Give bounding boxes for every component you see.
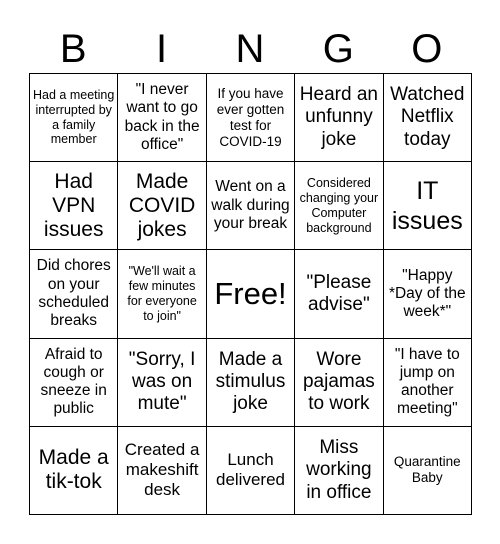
header-letter-i: I: [156, 26, 168, 71]
bingo-cell[interactable]: Made COVID jokes: [118, 162, 206, 250]
bingo-cell[interactable]: Had a meeting interrupted by a family member: [30, 74, 118, 162]
header-letter-n: N: [235, 26, 265, 71]
bingo-cell[interactable]: Lunch delivered: [207, 427, 295, 515]
header-letter-b: B: [59, 26, 87, 71]
bingo-cell[interactable]: "We'll wait a few minutes for everyone to join": [118, 250, 206, 338]
bingo-cell[interactable]: "Please advise": [295, 250, 383, 338]
bingo-cell[interactable]: Created a makeshift desk: [118, 427, 206, 515]
header-letter-o: O: [411, 26, 443, 71]
bingo-cell[interactable]: Watched Netflix today: [384, 74, 472, 162]
bingo-cell[interactable]: Did chores on your scheduled breaks: [30, 250, 118, 338]
bingo-cell[interactable]: If you have ever gotten test for COVID-19: [207, 74, 295, 162]
bingo-header: [29, 24, 471, 74]
bingo-cell[interactable]: Considered changing your Computer background: [295, 162, 383, 250]
bingo-cell[interactable]: Quarantine Baby: [384, 427, 472, 515]
bingo-cell[interactable]: IT issues: [384, 162, 472, 250]
bingo-cell[interactable]: Had VPN issues: [30, 162, 118, 250]
bingo-cell[interactable]: Made a stimulus joke: [207, 339, 295, 427]
bingo-cell[interactable]: "I never want to go back in the office": [118, 74, 206, 162]
header-letter-g: G: [322, 26, 354, 71]
bingo-cell[interactable]: Heard an unfunny joke: [295, 74, 383, 162]
bingo-cell[interactable]: Made a tik-tok: [30, 427, 118, 515]
bingo-cell[interactable]: Miss working in office: [295, 427, 383, 515]
bingo-cell[interactable]: Wore pajamas to work: [295, 339, 383, 427]
bingo-board: [29, 73, 472, 515]
bingo-cell[interactable]: Afraid to cough or sneeze in public: [30, 339, 118, 427]
bingo-cell[interactable]: Went on a walk during your break: [207, 162, 295, 250]
bingo-cell[interactable]: "I have to jump on another meeting": [384, 339, 472, 427]
bingo-cell[interactable]: "Sorry, I was on mute": [118, 339, 206, 427]
bingo-cell[interactable]: "Happy *Day of the week*": [384, 250, 472, 338]
free-space-cell[interactable]: Free!: [207, 250, 295, 338]
